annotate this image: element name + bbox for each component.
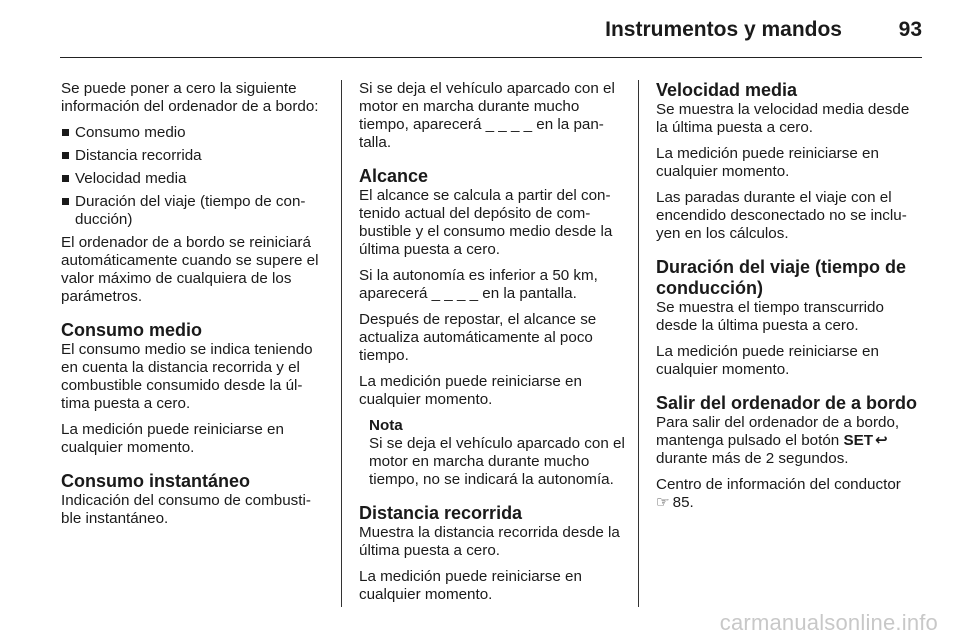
return-arrow-icon: ↩ [875, 432, 888, 449]
section-heading: Alcance [359, 166, 429, 186]
column-divider [341, 80, 342, 607]
section-distancia-recorrida [359, 503, 629, 604]
paragraph: Si la autonomía es inferior a 50 km, aparecerá _ _ _ _ en la pantalla. [359, 267, 598, 302]
section-consumo-medio [61, 320, 327, 457]
list-item: Distancia recorrida [61, 147, 327, 165]
paragraph: La medición puede reiniciarse en cualquier momento. [656, 145, 879, 180]
paragraph: La medición puede reiniciarse en cualquier momento. [359, 373, 582, 408]
page-reference-link[interactable]: 85. [672, 494, 694, 511]
page-number: 93 [898, 18, 922, 41]
section-heading: Duración del viaje (tiempo de conducción) [656, 257, 907, 298]
paragraph: Se muestra la velocidad media desde la última puesta a cero. [656, 101, 910, 136]
text: durante más de 2 segundos. [656, 450, 849, 467]
section-consumo-instantaneo [61, 471, 327, 528]
paragraph: Indicación del consumo de combusti-ble instantáneo. [61, 492, 311, 527]
list-item: Velocidad media [61, 170, 327, 188]
paragraph: La medición puede reiniciarse en cualquier momento. [61, 421, 284, 456]
note-text: Si se deja el vehículo aparcado con el motor en marcha durante mucho tiempo, no se indicará la autonomía. [369, 435, 625, 488]
set-button-label: SET [843, 432, 874, 449]
paragraph: Las paradas durante el viaje con el encendido desconectado no se inclu-yen en los cálculos. [656, 189, 907, 242]
note-box [369, 417, 629, 489]
auto-reset-paragraph: El ordenador de a bordo se reiniciará automáticamente cuando se supere el valor máximo de cualquiera de los parámetros. [61, 234, 319, 305]
column-right [656, 80, 922, 520]
watermark: carmanualsonline.info [719, 610, 938, 635]
column-middle [359, 80, 629, 612]
reset-items-list [61, 124, 327, 229]
paragraph: El alcance se calcula a partir del con-tenido actual del depósito de com-bustible y el consumo medio desde la última puesta a cero. [359, 187, 613, 258]
list-item: Duración del viaje (tiempo de con-ducción) [61, 193, 327, 229]
paragraph [656, 476, 922, 512]
column-left [61, 80, 327, 536]
page-reference-icon: ☞ [656, 494, 670, 511]
text: Centro de información del conductor [656, 476, 901, 493]
section-heading: Velocidad media [656, 80, 798, 100]
section-velocidad-media [656, 80, 922, 243]
column-divider [638, 80, 639, 607]
paragraph: Si se deja el vehículo aparcado con el motor en marcha durante mucho tiempo, aparecerá _ _ _ _ en la pan-talla. [359, 80, 615, 151]
section-heading: Distancia recorrida [359, 503, 523, 523]
section-duracion-viaje [656, 257, 922, 379]
paragraph: Después de repostar, el alcance se actualiza automáticamente al poco tiempo. [359, 311, 597, 364]
list-item: Consumo medio [61, 124, 327, 142]
paragraph: El consumo medio se indica teniendo en cuenta la distancia recorrida y el combustible consumido desde la úl-tima puesta a cero. [61, 341, 313, 412]
text: Para salir del ordenador de a bordo, mantenga pulsado el botón [656, 414, 900, 449]
section-salir-ordenador [656, 393, 922, 512]
page-header [0, 0, 960, 58]
intro-paragraph: Se puede poner a cero la siguiente información del ordenador de a bordo: [61, 80, 319, 115]
section-heading: Salir del ordenador de a bordo [656, 393, 918, 413]
paragraph: La medición puede reiniciarse en cualquier momento. [656, 343, 879, 378]
paragraph [656, 414, 922, 468]
section-heading: Consumo medio [61, 320, 203, 340]
paragraph: Se muestra el tiempo transcurrido desde la última puesta a cero. [656, 299, 884, 334]
paragraph: Muestra la distancia recorrida desde la última puesta a cero. [359, 524, 620, 559]
paragraph: La medición puede reiniciarse en cualquier momento. [359, 568, 582, 603]
section-heading: Consumo instantáneo [61, 471, 251, 491]
header-rule [60, 57, 922, 58]
note-title: Nota [369, 417, 403, 434]
section-alcance [359, 166, 629, 409]
page-title: Instrumentos y mandos [605, 18, 842, 41]
